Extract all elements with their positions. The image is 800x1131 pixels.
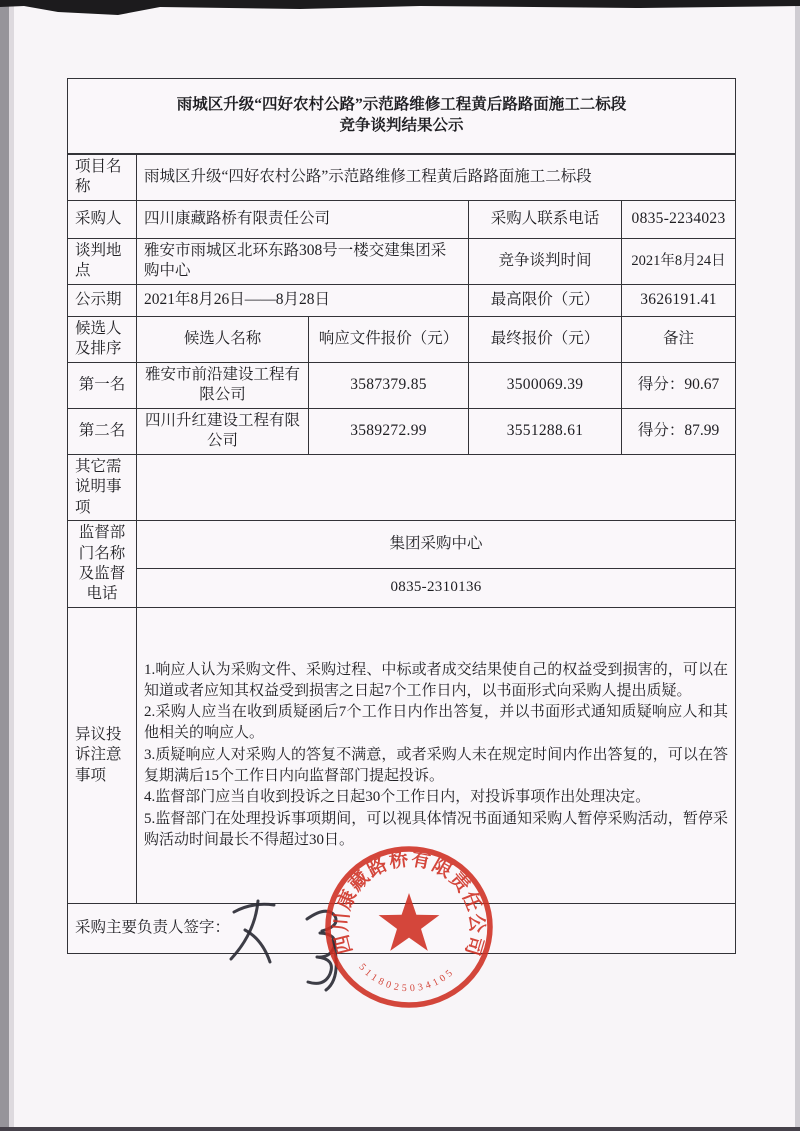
negotiation-location-value: 雅安市雨城区北环东路308号一楼交建集团采购中心 (137, 239, 469, 285)
purchaser-phone-value: 0835-2234023 (622, 201, 736, 239)
notice-text (137, 607, 736, 903)
candidate-2-score: 得分：87.99 (622, 408, 736, 454)
candidate-2-response-price: 3589272.99 (309, 408, 469, 454)
candidates-remark-header: 备注 (622, 316, 736, 362)
notice-item-5: 5.监督部门在处理投诉事项期间，可以视具体情况书面通知采购人暂停采购活动，暂停采购活动时间最长不得超过30日。 (144, 810, 729, 848)
candidate-row-2 (68, 408, 736, 454)
project-name-value: 雨城区升级“四好农村公路”示范路维修工程黄后路路面施工二标段 (137, 154, 736, 201)
project-name-label: 项目名称 (68, 154, 137, 201)
other-notes-label: 其它需说明事项 (68, 454, 137, 520)
publicity-row (68, 284, 736, 316)
negotiation-time-label: 竞争谈判时间 (469, 239, 622, 285)
candidates-name-header: 候选人名称 (137, 316, 309, 362)
signature-label: 采购主要负责人签字： (75, 919, 231, 937)
purchaser-phone-label: 采购人联系电话 (469, 201, 622, 239)
publicity-period-value: 2021年8月26日——8月28日 (137, 284, 469, 316)
title-row (68, 79, 736, 154)
scan-edge-left (0, 0, 9, 1131)
candidates-header-row (68, 316, 736, 362)
signature-cell (68, 903, 736, 953)
notice-label: 异议投诉注意事项 (68, 607, 137, 903)
notice-item-2: 2.采购人应当在收到质疑函后7个工作日内作出答复，并以书面形式通知质疑响应人和其他相关的响应人。 (144, 704, 729, 742)
candidate-2-rank: 第二名 (68, 408, 137, 454)
candidates-response-price-header: 响应文件报价（元） (309, 316, 469, 362)
candidate-row-1 (68, 362, 736, 408)
supervision-department-value: 集团采购中心 (137, 521, 736, 569)
seal-company-textpath: 四川康藏路桥有限责任公司 (330, 848, 487, 960)
max-price-value: 3626191.41 (622, 284, 736, 316)
candidate-1-response-price: 3587379.85 (309, 362, 469, 408)
signature-row (68, 903, 736, 953)
max-price-label: 最高限价（元） (469, 284, 622, 316)
supervision-phone-row (68, 569, 736, 608)
seal-number-text (356, 962, 457, 995)
document-title-line1: 雨城区升级“四好农村公路”示范路维修工程黄后路路面施工二标段 (176, 96, 627, 114)
supervision-label: 监督部门名称及监督电话 (68, 521, 137, 608)
notice-item-1: 1.响应人认为采购文件、采购过程、中标或者成交结果使自己的权益受到损害的，可以在知道或者应知其权益受到损害之日起7个工作日内，以书面形式向采购人提出质疑。 (144, 661, 729, 699)
supervision-phone-value: 0835-2310136 (137, 569, 736, 608)
scan-edge-right (795, 0, 800, 1131)
purchaser-label: 采购人 (68, 201, 137, 239)
notice-item-4: 4.监督部门应当自收到投诉之日起30个工作日内，对投诉事项作出处理决定。 (144, 789, 651, 806)
candidate-1-rank: 第一名 (68, 362, 137, 408)
purchaser-row (68, 201, 736, 239)
notice-item-3: 3.质疑响应人对采购人的答复不满意，或者采购人未在规定时间内作出答复的，可以在答复期满后15个工作日内向监督部门提起投诉。 (144, 746, 729, 785)
candidate-1-score: 得分：90.67 (622, 362, 736, 408)
candidates-rank-header: 候选人及排序 (68, 316, 137, 362)
negotiation-row (68, 239, 736, 285)
candidate-1-name: 雅安市前沿建设工程有限公司 (137, 362, 309, 408)
other-notes-row (68, 454, 736, 520)
seal-number-textpath: 5118025034105 (356, 961, 458, 995)
candidate-1-final-price: 3500069.39 (469, 362, 622, 408)
other-notes-value (137, 454, 736, 520)
supervision-department-row (68, 521, 736, 569)
scan-edge-top (0, 0, 800, 16)
candidate-2-name: 四川升红建设工程有限公司 (137, 408, 309, 454)
document-title (68, 79, 736, 154)
candidates-final-price-header: 最终报价（元） (469, 316, 622, 362)
publicity-period-label: 公示期 (68, 284, 137, 316)
announcement-table (67, 78, 736, 954)
scan-edge-bottom (0, 1127, 800, 1131)
negotiation-location-label: 谈判地点 (68, 239, 137, 285)
scan-edge-left-light (9, 0, 14, 1131)
candidate-2-final-price: 3551288.61 (469, 408, 622, 454)
negotiation-time-value: 2021年8月24日 (622, 239, 736, 285)
project-name-row (68, 154, 736, 201)
document-title-line2: 竞争谈判结果公示 (339, 116, 464, 134)
notice-row (68, 607, 736, 903)
purchaser-value: 四川康藏路桥有限责任公司 (137, 201, 469, 239)
